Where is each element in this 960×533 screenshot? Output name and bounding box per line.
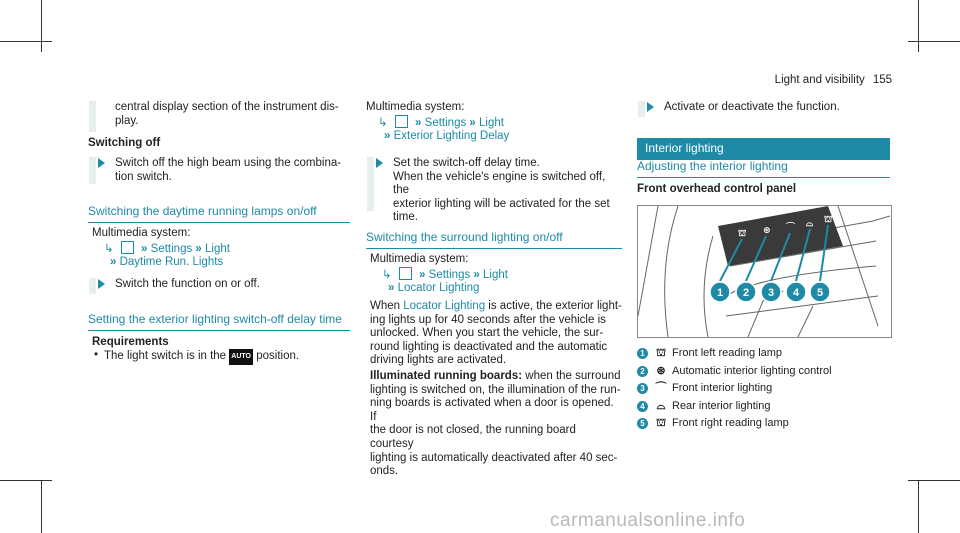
- locator-lighting-link[interactable]: Locator Lighting: [403, 300, 486, 312]
- text-line: the door is not closed, the running board courtesy: [370, 424, 576, 450]
- arrow-hook-icon: ↳: [104, 242, 114, 255]
- auto-badge-icon: AUTO: [229, 349, 253, 365]
- callout-number: 2: [637, 366, 648, 377]
- adjust-heading: Adjusting the interior lighting: [637, 160, 890, 178]
- home-icon: [395, 115, 408, 128]
- menu-item-settings[interactable]: Settings: [424, 116, 467, 129]
- crop-mark: [41, 0, 42, 52]
- ext-path: [366, 101, 622, 144]
- chevron-icon: »: [110, 256, 117, 269]
- intro-text: [88, 101, 350, 128]
- text-line: Multimedia system:: [370, 253, 469, 265]
- drl-path: [88, 227, 350, 270]
- chevron-icon: »: [195, 242, 202, 255]
- panel-button-2-icon: ⊛: [763, 226, 771, 236]
- chevron-icon: »: [388, 282, 395, 295]
- text-line: onds.: [370, 465, 399, 478]
- text-line: Switch off the high beam using the combina-: [115, 157, 342, 169]
- arrow-icon: [376, 158, 383, 168]
- text-span: The light switch is in the: [104, 350, 227, 362]
- callout-number: 3: [637, 383, 648, 394]
- panel-button-1-icon: ⛫: [738, 229, 747, 239]
- interior-lighting-banner: Interior lighting: [637, 138, 890, 160]
- callout-number: 5: [637, 418, 648, 429]
- watermark: carmanualsonline.info: [550, 510, 746, 531]
- panel-button-4-icon: ⌓: [806, 219, 814, 229]
- menu-item-light[interactable]: Light: [483, 268, 508, 281]
- legend-text: Rear interior lighting: [672, 399, 771, 412]
- page-header: [775, 74, 892, 86]
- text-line: Activate or deactivate the function.: [664, 101, 840, 113]
- callout-label: 5: [816, 287, 824, 299]
- locator-paragraph: [366, 300, 622, 368]
- legend-item: [637, 382, 832, 396]
- text-line: ning boards is activated when a door is opened. If: [370, 397, 614, 423]
- menu-item-daytime-run-lights[interactable]: Daytime Run. Lights: [119, 256, 224, 269]
- control-panel-image: [637, 205, 892, 338]
- menu-item-light[interactable]: Light: [479, 116, 504, 129]
- text-line: lighting is switched on, the illumination of the run-: [370, 383, 621, 396]
- text-line: central display section of the instrument dis-: [115, 101, 339, 113]
- chevron-icon: »: [384, 130, 391, 143]
- panel-button-3-icon: ⌒: [786, 223, 796, 233]
- text-line: unlocked. When you start the vehicle, the sur-: [370, 327, 604, 340]
- legend-text: Front left reading lamp: [672, 347, 783, 359]
- crop-mark: [0, 480, 52, 481]
- auto-light-icon: ⊛: [656, 364, 666, 377]
- step-switch-off: [88, 157, 350, 184]
- reading-lamp-icon: ⛫: [655, 347, 667, 359]
- chevron-icon: »: [419, 268, 426, 281]
- text-span: is active, the exterior light-: [488, 300, 622, 312]
- arrow-hook-icon: ↳: [382, 268, 392, 281]
- page-number: 155: [872, 74, 892, 86]
- delay-heading: Setting the exterior lighting switch-off delay time: [88, 313, 350, 331]
- crop-mark: [908, 41, 960, 42]
- rear-interior-light-icon: ⌓: [656, 399, 666, 412]
- callout-label: 1: [716, 287, 724, 299]
- step-activate: [637, 101, 890, 115]
- callout-number: 4: [637, 401, 648, 412]
- crop-mark: [918, 480, 919, 533]
- text-span: When: [370, 300, 401, 312]
- menu-item-exterior-lighting-delay[interactable]: Exterior Lighting Delay: [393, 130, 510, 143]
- legend-text: Front interior lighting: [672, 382, 773, 395]
- text-line: ing lights up for 40 seconds after the vehicle is: [370, 313, 606, 326]
- text-line: round lighting is deactivated and the automatic: [370, 340, 608, 353]
- legend-text: Automatic interior lighting control: [672, 364, 832, 377]
- text-line: play.: [115, 114, 139, 127]
- text-span: Illuminated running boards:: [370, 370, 523, 382]
- callout-number: 1: [637, 348, 648, 359]
- running-boards-paragraph: [366, 370, 622, 479]
- switching-off-heading: Switching off: [88, 137, 161, 149]
- text-line: Switch the function on or off.: [115, 278, 260, 290]
- menu-item-settings[interactable]: Settings: [150, 242, 193, 255]
- front-interior-light-icon: ⌒: [655, 382, 667, 395]
- crop-mark: [0, 41, 52, 42]
- surround-heading: Switching the surround lighting on/off: [366, 231, 622, 249]
- legend-item: [637, 365, 832, 379]
- home-icon: [399, 267, 412, 280]
- legend-text: Front right reading lamp: [672, 417, 789, 430]
- text-line: Set the switch-off delay time.: [393, 157, 540, 169]
- surround-path: [366, 253, 622, 296]
- home-icon: [121, 241, 134, 254]
- chevron-icon: »: [469, 116, 476, 129]
- column-1: [88, 0, 350, 362]
- legend-item: [637, 417, 832, 431]
- legend-item: [637, 400, 832, 414]
- requirements-heading: Requirements: [92, 336, 169, 348]
- text-line: exterior lighting will be activated for the set: [393, 197, 610, 210]
- step-set-delay: [366, 157, 622, 225]
- control-panel-illustration: [638, 206, 891, 337]
- legend-list: [637, 347, 832, 435]
- text-line: lighting is automatically deactivated after 40 sec-: [370, 451, 618, 464]
- chevron-icon: »: [415, 116, 422, 129]
- requirement-item: [92, 349, 354, 365]
- text-line: time.: [393, 211, 418, 224]
- panel-button-5-icon: ⛫: [824, 215, 833, 225]
- text-line: tion switch.: [115, 170, 172, 183]
- callout-label: 2: [742, 287, 750, 299]
- arrow-hook-icon: ↳: [378, 116, 388, 129]
- text-span: position.: [256, 350, 300, 362]
- callout-label: 4: [792, 287, 800, 299]
- arrow-icon: [98, 279, 105, 289]
- drl-heading: Switching the daytime running lamps on/off: [88, 205, 350, 223]
- panel-heading: Front overhead control panel: [637, 183, 797, 195]
- menu-item-light[interactable]: Light: [205, 242, 230, 255]
- chevron-icon: »: [473, 268, 480, 281]
- text-span: when the surround: [525, 370, 621, 382]
- menu-item-locator-lighting[interactable]: Locator Lighting: [397, 282, 480, 295]
- crop-mark: [41, 480, 42, 533]
- text-line: Multimedia system:: [366, 101, 465, 113]
- legend-item: [637, 347, 832, 361]
- text-line: When the vehicle's engine is switched off, the: [393, 170, 606, 197]
- crop-mark: [908, 480, 960, 481]
- text-line: driving lights are activated.: [370, 354, 507, 367]
- menu-item-settings[interactable]: Settings: [428, 268, 471, 281]
- text-line: Multimedia system:: [92, 227, 191, 239]
- chevron-icon: »: [141, 242, 148, 255]
- step-switch-function: [88, 278, 350, 292]
- arrow-icon: [98, 158, 105, 168]
- reading-lamp-icon: ⛫: [655, 417, 667, 430]
- crop-mark: [918, 0, 919, 52]
- arrow-icon: [647, 102, 654, 112]
- callout-label: 3: [767, 287, 775, 299]
- header-section: Light and visibility: [774, 74, 865, 86]
